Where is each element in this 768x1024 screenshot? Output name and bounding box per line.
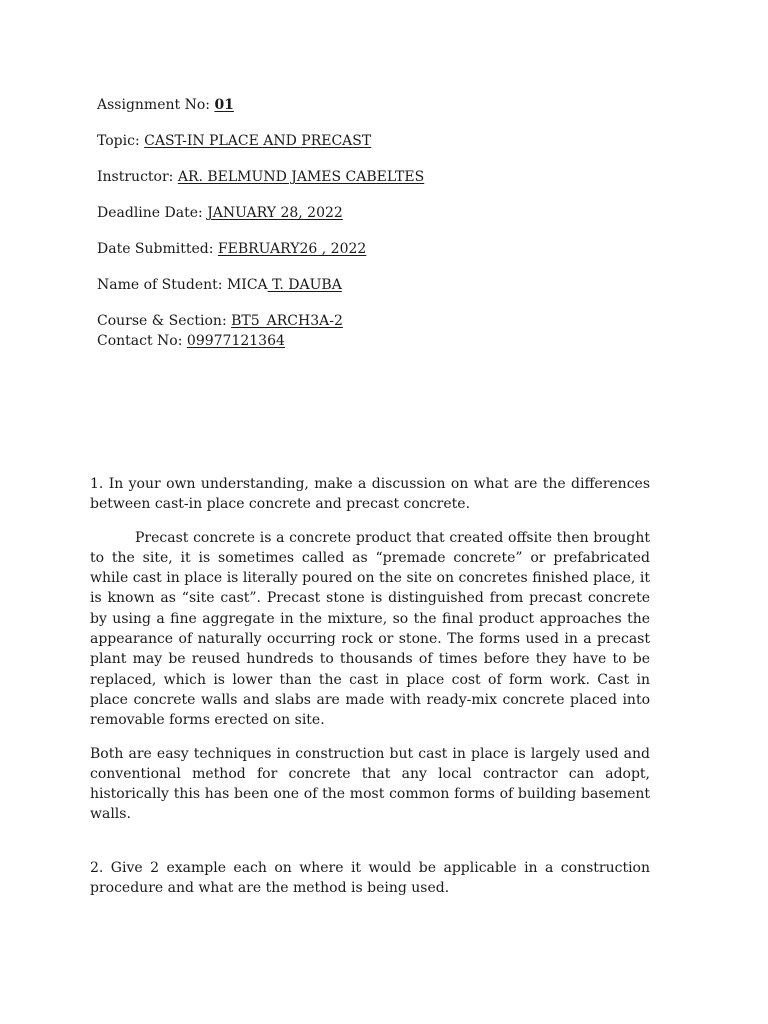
course-section-label: Course & Section: xyxy=(97,313,232,329)
contact-line xyxy=(97,331,717,351)
course-section-value: BT5_ARCH3A-2 xyxy=(231,313,343,329)
assignment-body xyxy=(90,474,650,911)
contact-label: Contact No: xyxy=(97,333,187,349)
topic-value: CAST-IN PLACE AND PRECAST xyxy=(144,133,372,149)
assignment-header xyxy=(97,95,717,351)
deadline-label: Deadline Date: xyxy=(97,205,208,221)
student-name-label: Name of Student: MICA xyxy=(97,277,268,293)
course-section-line xyxy=(97,311,717,331)
contact-value: 09977121364 xyxy=(186,333,285,349)
date-submitted-label: Date Submitted: xyxy=(97,241,218,257)
answer-1-paragraph-1: Precast concrete is a concrete product that created offsite then brought to the site, it is sometimes called as “premade concrete” or prefabricated while cast in place is literally poured on the site on concretes finished place, it is known as “site cast”. Precast stone is distinguished from precast concrete by using a fine aggregate in the mixture, so the final product approaches the appearance of naturally occurring rock or stone. The forms used in a precast plant may be reused hundreds to thousands of times before they have to be replaced, which is lower than the cast in place cost of form work. Cast in place concrete walls and slabs are made with ready-mix concrete placed into removable forms erected on site. xyxy=(90,529,650,729)
assignment-number-label: Assignment No: xyxy=(97,97,215,113)
topic-label: Topic: xyxy=(97,133,145,149)
instructor-value: AR. BELMUND JAMES CABELTES xyxy=(177,169,425,185)
topic-line xyxy=(97,131,717,151)
student-name-value: T. DAUBA xyxy=(267,277,342,293)
deadline-line xyxy=(97,203,717,223)
student-name-line xyxy=(97,275,717,295)
question-1: 1. In your own understanding, make a discussion on what are the differences between cast-in place concrete and precast concrete. xyxy=(90,476,650,513)
date-submitted-value: FEBRUARY26 , 2022 xyxy=(217,241,367,257)
answer-1-paragraph-2: Both are easy techniques in construction but cast in place is largely used and conventional method for concrete that any local contractor can adopt, historically this has been one of the most common forms of building basement walls. xyxy=(90,745,650,823)
deadline-value: JANUARY 28, 2022 xyxy=(207,205,343,221)
question-2: 2. Give 2 example each on where it would be applicable in a construction procedure and what are the method is being used. xyxy=(90,859,650,897)
instructor-label: Instructor: xyxy=(97,169,178,185)
date-submitted-line xyxy=(97,239,717,259)
instructor-line xyxy=(97,167,717,187)
assignment-number-value: 01 xyxy=(214,97,234,113)
assignment-number-line xyxy=(97,95,717,115)
